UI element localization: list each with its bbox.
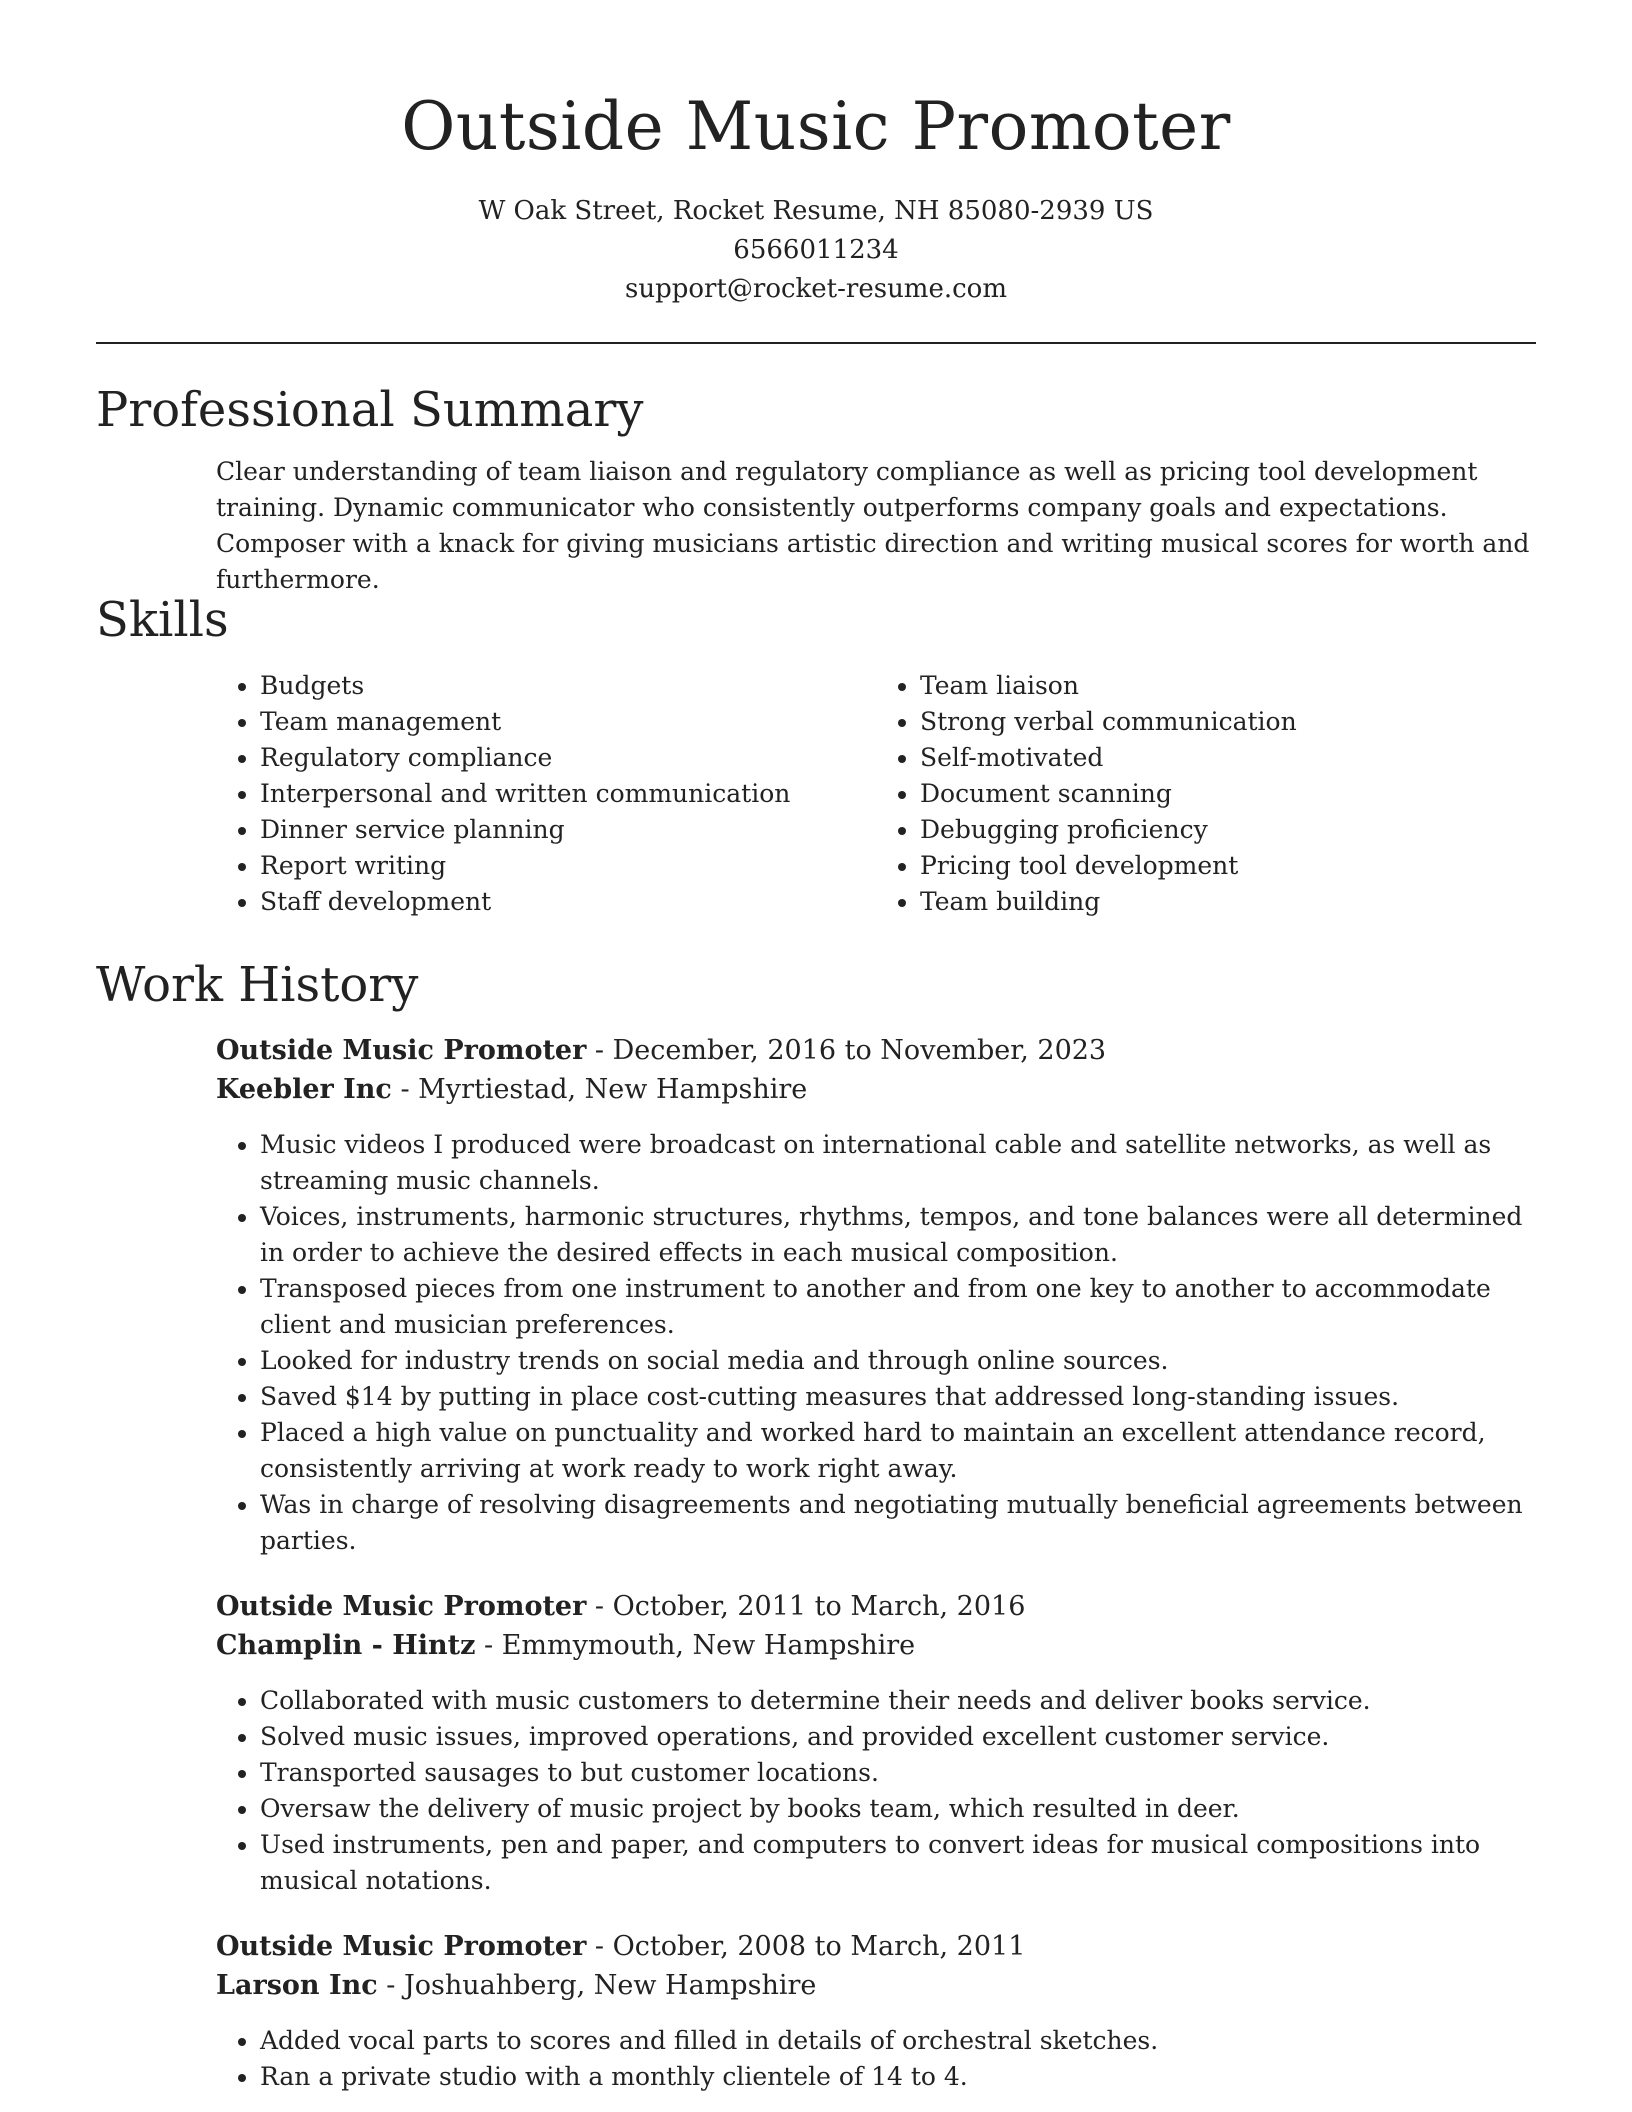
job-role: Outside Music Promoter xyxy=(216,1591,587,1622)
skills-section xyxy=(96,590,1536,920)
job-bullets xyxy=(216,1683,1536,1899)
job-bullet: • Looked for industry trends on social media and through online sources. xyxy=(260,1343,1536,1379)
work-title: Work History xyxy=(96,957,419,1013)
job-bullet: • Music videos I produced were broadcast on international cable and satellite networks, as well as streaming music channels. xyxy=(260,1127,1536,1199)
job-company-line xyxy=(216,1626,1536,1665)
job-role: Outside Music Promoter xyxy=(216,1035,587,1066)
job-company-line xyxy=(216,1070,1536,1109)
job-bullet: • Oversaw the delivery of music project by books team, which resulted in deer. xyxy=(260,1791,1536,1827)
job-bullet: • Added vocal parts to scores and filled in details of orchestral sketches. xyxy=(260,2023,1536,2059)
skill-item: • Self-motivated xyxy=(920,740,1536,776)
job-dates: - October, 2008 to March, 2011 xyxy=(586,1931,1026,1962)
header-divider xyxy=(96,342,1536,344)
skill-item: • Team management xyxy=(260,704,876,740)
job-bullet: • Ran a private studio with a monthly clientele of 14 to 4. xyxy=(260,2059,1536,2095)
skill-item: • Dinner service planning xyxy=(260,812,876,848)
summary-section xyxy=(96,380,1536,598)
candidate-name: Outside Music Promoter xyxy=(401,88,1231,165)
skill-item: • Staff development xyxy=(260,884,876,920)
skill-item: • Report writing xyxy=(260,848,876,884)
job-bullet: • Solved music issues, improved operations, and provided excellent customer service. xyxy=(260,1719,1536,1755)
job-dates: - December, 2016 to November, 2023 xyxy=(586,1035,1107,1066)
summary-title: Professional Summary xyxy=(96,382,644,438)
job-bullet: • Voices, instruments, harmonic structures, rhythms, tempos, and tone balances were all determined in order to achieve the desired effects in each musical composition. xyxy=(260,1199,1536,1271)
job-title-line xyxy=(216,1587,1536,1626)
job-entry xyxy=(216,1587,1536,1899)
skill-item: • Pricing tool development xyxy=(920,848,1536,884)
job-bullet: • Was in charge of resolving disagreements and negotiating mutually beneficial agreements between parties. xyxy=(260,1487,1536,1559)
skills-left-list xyxy=(216,668,876,920)
job-company: Champlin - Hintz xyxy=(216,1630,476,1661)
job-bullet: • Used instruments, pen and paper, and computers to convert ideas for musical compositions into musical notations. xyxy=(260,1827,1536,1899)
skill-item: • Budgets xyxy=(260,668,876,704)
job-location: - Joshuahberg, New Hampshire xyxy=(377,1970,817,2001)
skills-columns xyxy=(216,668,1536,920)
job-role: Outside Music Promoter xyxy=(216,1931,587,1962)
job-location: - Myrtiestad, New Hampshire xyxy=(391,1074,808,1105)
skill-item: • Regulatory compliance xyxy=(260,740,876,776)
skill-item: • Team building xyxy=(920,884,1536,920)
job-title-line xyxy=(216,1031,1536,1070)
skill-item: • Debugging proficiency xyxy=(920,812,1536,848)
address: W Oak Street, Rocket Resume, NH 85080-2939 US xyxy=(478,196,1154,226)
skills-right-list xyxy=(876,668,1536,920)
resume-header xyxy=(0,0,1632,309)
job-bullet: • Transposed pieces from one instrument to another and from one key to another to accommodate client and musician preferences. xyxy=(260,1271,1536,1343)
job-bullets xyxy=(216,1127,1536,1559)
job-entry xyxy=(216,1031,1536,1559)
job-company: Keebler Inc xyxy=(216,1074,392,1105)
job-bullets xyxy=(216,2023,1536,2095)
skill-item: • Strong verbal communication xyxy=(920,704,1536,740)
work-section xyxy=(96,955,1536,2095)
email: support@rocket-resume.com xyxy=(624,274,1007,304)
summary-text: Clear understanding of team liaison and regulatory compliance as well as pricing tool development training. Dynamic communicator who consistently outperforms company goals and expectations. Composer with a knack for giving musicians artistic direction and writing musical scores for worth and furthermore. xyxy=(216,457,1530,594)
skill-item: • Document scanning xyxy=(920,776,1536,812)
job-dates: - October, 2011 to March, 2016 xyxy=(586,1591,1026,1622)
job-company-line xyxy=(216,1966,1536,2005)
skills-title: Skills xyxy=(96,592,229,648)
job-entry xyxy=(216,1927,1536,2095)
skill-item: • Team liaison xyxy=(920,668,1536,704)
phone: 6566011234 xyxy=(733,235,899,265)
job-location: - Emmymouth, New Hampshire xyxy=(475,1630,916,1661)
contact-block xyxy=(0,192,1632,309)
job-bullet: • Collaborated with music customers to determine their needs and deliver books service. xyxy=(260,1683,1536,1719)
job-bullet: • Placed a high value on punctuality and worked hard to maintain an excellent attendance record, consistently arriving at work ready to work right away. xyxy=(260,1415,1536,1487)
job-title-line xyxy=(216,1927,1536,1966)
job-bullet: • Transported sausages to but customer locations. xyxy=(260,1755,1536,1791)
skill-item: • Interpersonal and written communication xyxy=(260,776,876,812)
job-bullet: • Saved $14 by putting in place cost-cutting measures that addressed long-standing issues. xyxy=(260,1379,1536,1415)
job-company: Larson Inc xyxy=(216,1970,378,2001)
